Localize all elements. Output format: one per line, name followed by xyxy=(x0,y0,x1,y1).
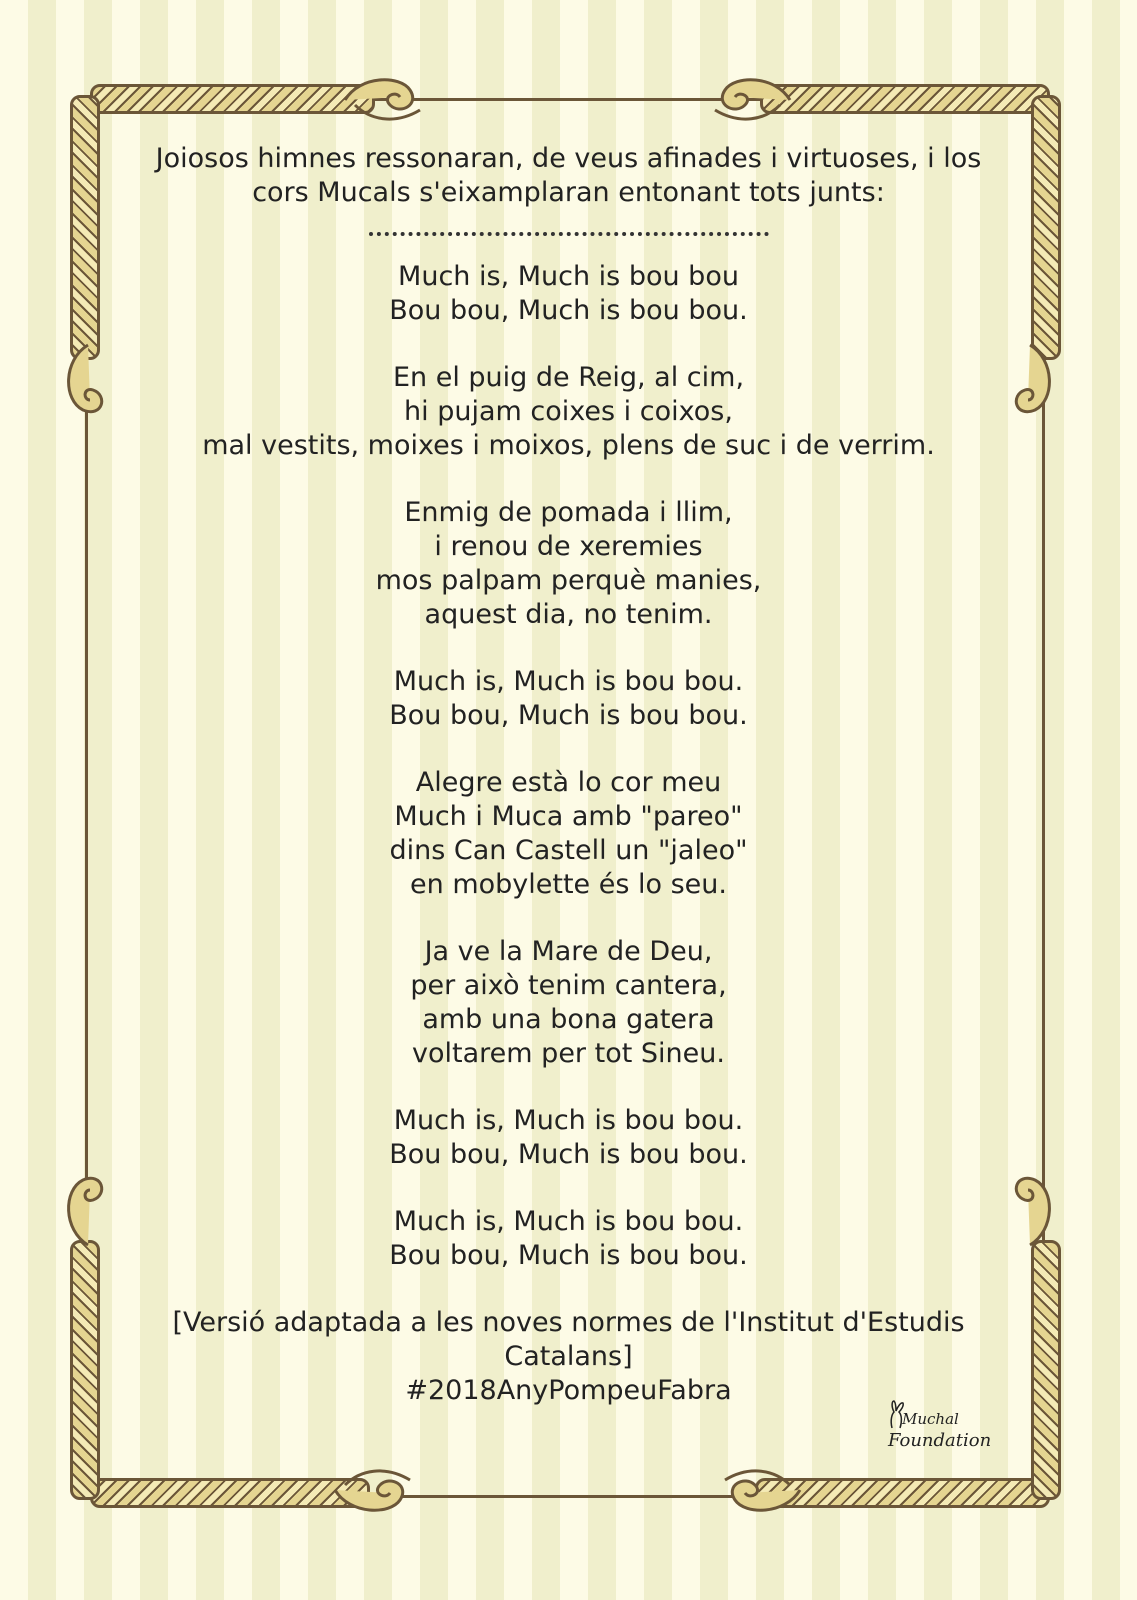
footer-version-note: [Versió adaptada a les noves normes de l'Institut d'Estudis Catalans] xyxy=(172,1307,965,1372)
stanza-4 xyxy=(150,665,987,733)
stanza-6 xyxy=(150,935,987,1071)
stanza-7 xyxy=(150,1104,987,1172)
intro-line: Joiosos himnes ressonaran, de veus afinades i virtuoses, i los xyxy=(155,143,982,174)
scroll-ornament-top-right xyxy=(705,70,795,130)
rope-top-left xyxy=(90,84,375,114)
verse-line: Bou bou, Much is bou bou. xyxy=(389,700,748,731)
footer-hashtag: #2018AnyPompeuFabra xyxy=(405,1375,732,1406)
muchal-foundation-logo xyxy=(880,1400,990,1458)
verse-line: Much is, Much is bou bou. xyxy=(393,666,744,697)
verse-line: mos palpam perquè manies, xyxy=(375,565,762,596)
scroll-ornament-bottom-left xyxy=(330,1460,420,1520)
dotted-divider xyxy=(369,232,769,236)
verse-line: amb una bona gatera xyxy=(422,1004,715,1035)
scroll-ornament-bottom-right xyxy=(715,1460,805,1520)
scroll-ornament-top-left xyxy=(340,70,430,130)
verse-line: hi pujam coixes i coixos, xyxy=(404,396,733,427)
intro-line: cors Mucals s'eixamplaran entonant tots junts: xyxy=(252,177,885,208)
scroll-ornament-right-upper xyxy=(1000,340,1060,420)
verse-line: Alegre està lo cor meu xyxy=(415,767,722,798)
verse-line: Ja ve la Mare de Deu, xyxy=(424,936,713,967)
verse-line: Much i Muca amb "pareo" xyxy=(394,801,743,832)
intro-text xyxy=(150,142,987,210)
verse-line: Bou bou, Much is bou bou. xyxy=(389,295,748,326)
stanza-1 xyxy=(150,260,987,328)
stanza-2 xyxy=(150,361,987,463)
scroll-ornament-left-lower xyxy=(58,1170,118,1250)
footer-note xyxy=(150,1306,987,1408)
verse-line: Enmig de pomada i llim, xyxy=(404,497,733,528)
verse-line: en mobylette és lo seu. xyxy=(410,869,727,900)
rope-left-upper xyxy=(70,95,100,360)
logo-line-1: Muchal xyxy=(902,1410,959,1428)
rope-right-lower xyxy=(1031,1240,1061,1500)
logo-line-2: Foundation xyxy=(888,1430,992,1451)
lyrics-content xyxy=(150,142,987,1408)
rope-left-lower xyxy=(70,1240,100,1500)
verse-line: aquest dia, no tenim. xyxy=(424,599,713,630)
verse-line: Bou bou, Much is bou bou. xyxy=(389,1240,748,1271)
stanza-3 xyxy=(150,496,987,632)
verse-line: mal vestits, moixes i moixos, plens de suc i de verrim. xyxy=(202,430,935,461)
verse-line: voltarem per tot Sineu. xyxy=(412,1038,725,1069)
verse-line: Bou bou, Much is bou bou. xyxy=(389,1139,748,1170)
scroll-ornament-left-upper xyxy=(58,340,118,420)
stanza-8 xyxy=(150,1205,987,1273)
verse-line: i renou de xeremies xyxy=(434,531,703,562)
verse-line: per això tenim cantera, xyxy=(410,970,727,1001)
rope-top-right xyxy=(760,84,1050,114)
rope-right-upper xyxy=(1031,95,1061,360)
verse-line: Much is, Much is bou bou. xyxy=(393,1105,744,1136)
stanza-5 xyxy=(150,766,987,902)
scroll-ornament-right-lower xyxy=(1000,1170,1060,1250)
rope-bottom-left xyxy=(90,1478,370,1508)
verse-line: Much is, Much is bou bou xyxy=(398,261,739,292)
verse-line: En el puig de Reig, al cim, xyxy=(392,362,745,393)
verse-line: dins Can Castell un "jaleo" xyxy=(389,835,748,866)
verse-line: Much is, Much is bou bou. xyxy=(393,1206,744,1237)
